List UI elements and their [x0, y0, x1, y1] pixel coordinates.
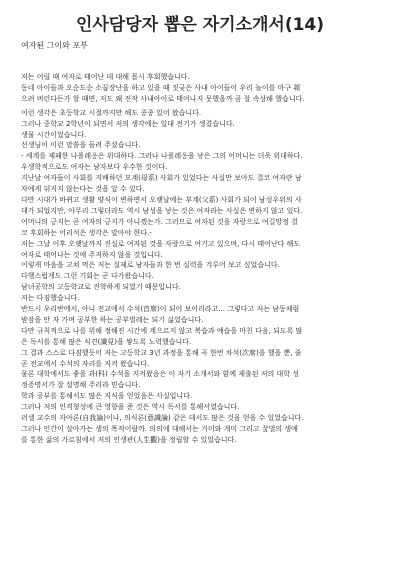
text-line: 학과 공부를 통해서도 많은 지식을 얻었음은 사실입니다. — [21, 392, 193, 401]
text-line: 곧 전교에서 수석의 자리를 지켜 왔습니다. — [21, 359, 150, 368]
text-line: 이런 생각은 초등학교 시절까지만 해도 종종 있어 왔습니다. — [21, 108, 202, 117]
text-line: 저는 다짐했습니다. — [21, 294, 80, 303]
text-line: 선생님이 이런 말씀을 들려 주셨습니다. — [21, 141, 141, 150]
text-line: 반드시 우리반에서, 아니 전교에서 수석(首席)이 되어 보이리라고... 그렇다고 저는 남동체럼 — [21, 305, 300, 314]
text-line: 남녀공학의 고등학교로 진학하게 되었기 때문입니다. — [21, 283, 181, 292]
text-line: 그 결과 스스로 다짐했듯이 저는 고등학교 3년 과정을 통해 곡 한번 차석(次席)을 했을 뿐, 줄 — [21, 348, 302, 357]
text-line: 어머니의 긍지는 곧 여자의 긍지가 아니겠는가. 그러므로 여자된 것을 자랑으로 여길망정 결 — [21, 217, 298, 226]
text-line: 물론 대학에서도 좋을 과(科) 수석을 지켜왔음은 이 자기 소개서와 함께 제출된 저의 대학 성 — [21, 370, 300, 379]
text-line: 그러나 인간이 살아가는 생의 목적이랄까. 의의에 대해서는 거미와 개미 그리고 꿀벌의 생애 — [21, 425, 298, 433]
text-line: 저는 그날 이후 오랫날까지 진실로 여자된 것을 자랑으로 여기고 있으며, 다시 태어난다 해도 — [21, 239, 301, 248]
text-line: 러셀 교수의 자아론(自我論)이나, 의식론(意識論) 같은 데서도 많은 것을 얻을 수 있었습니다. — [21, 414, 304, 423]
text-line: 우생학적으로도 여자는 남자보다 우수한 것이다. — [21, 163, 168, 172]
text-line: 이렇게 마음을 고쳐 먹은 저는 실제로 남자들과 한 번 실력을 겨루어 보고 싶었습니다. — [21, 261, 280, 270]
section-heading: 여자된 그이와 포부 — [21, 41, 88, 50]
text-line: 동네 아이들과 오순도순 소꿉장난을 하고 있을 때 짓궂은 사내 아이들이 우리 놀이를 마구 훼 — [21, 83, 301, 92]
text-line: 생물 시간이었습니다. — [21, 130, 87, 139]
text-line: 다만 규칙적으로 나를 위해 정해진 시간에 계으르지 않고 복습과 예습을 마친 다음, 되도록 많 — [21, 326, 303, 335]
text-line: 대가 되었지만, 아무리 그렇더라도 역시 남성을 낳는 것은 여자라는 사실은 변하지 않고 있다. — [21, 206, 303, 215]
text-line: 자에게 뒤지지 않는다는 것을 알 수 있다. — [21, 185, 145, 194]
text-line: 여자로 태어나는 것에 주저하지 않을 것입니다. — [21, 250, 163, 259]
text-line: 다행스럽게도 그런 기회는 곧 다가왔습니다. — [21, 272, 154, 281]
text-line: 저는 어릴 때 여자로 태어난 데 대해 몹시 후회했습니다. — [21, 73, 190, 81]
text-line: 으려 버린다든가 할 때면, 저도 왜 진작 사내아이로 태어나지 못했을까 곰 잘 속상해 했습니다. — [21, 94, 305, 103]
text-line: 그러나 중학교 2학년이 되면서 저의 생각에는 일대 전기가 생겼습니다. — [21, 119, 235, 128]
body-text — [21, 72, 385, 446]
text-line: - 세계를 제패한 나폴레옹은 위대하다. 그러나 나폴레옹을 낳은 그의 어머니는 더욱 위대하다. — [21, 152, 303, 161]
text-line: 지난날 여자들이 사회를 지배하던 모계(母系) 사회가 있었다는 사실만 보아도 결코 여자란 남 — [21, 174, 302, 183]
page-title: 인사담당자 뽑은 자기소개서(14) — [75, 15, 325, 35]
text-line: 코 후회하는 어리석은 생각은 말아야 한다.- — [21, 228, 152, 237]
text-line: 다만 시대가 바뀌고 생활 양식이 변하면서 오랫날에는 부계(父系) 사회가 되어 남성우위의 사 — [21, 195, 302, 204]
text-line: 를 통한 삶의 가르침에서 저의 인생관(人生觀)을 정립할 수 있었습니다. — [21, 435, 237, 444]
text-line: 밤잠을 안 자 가며 공부한 하는 공부벌레는 되기 싫었습니다. — [21, 315, 204, 324]
text-line: 정증명서가 잘 설명해 주리라 믿습니다. — [21, 381, 141, 390]
text-line: 은 독서를 통해 많은 식견(識見)을 쌓도록 노력했습니다. — [21, 337, 192, 346]
text-line: 그러나 저의 인격형성에 큰 영향을 준 것은 역시 독서를 통해서였습니다. — [21, 403, 240, 412]
